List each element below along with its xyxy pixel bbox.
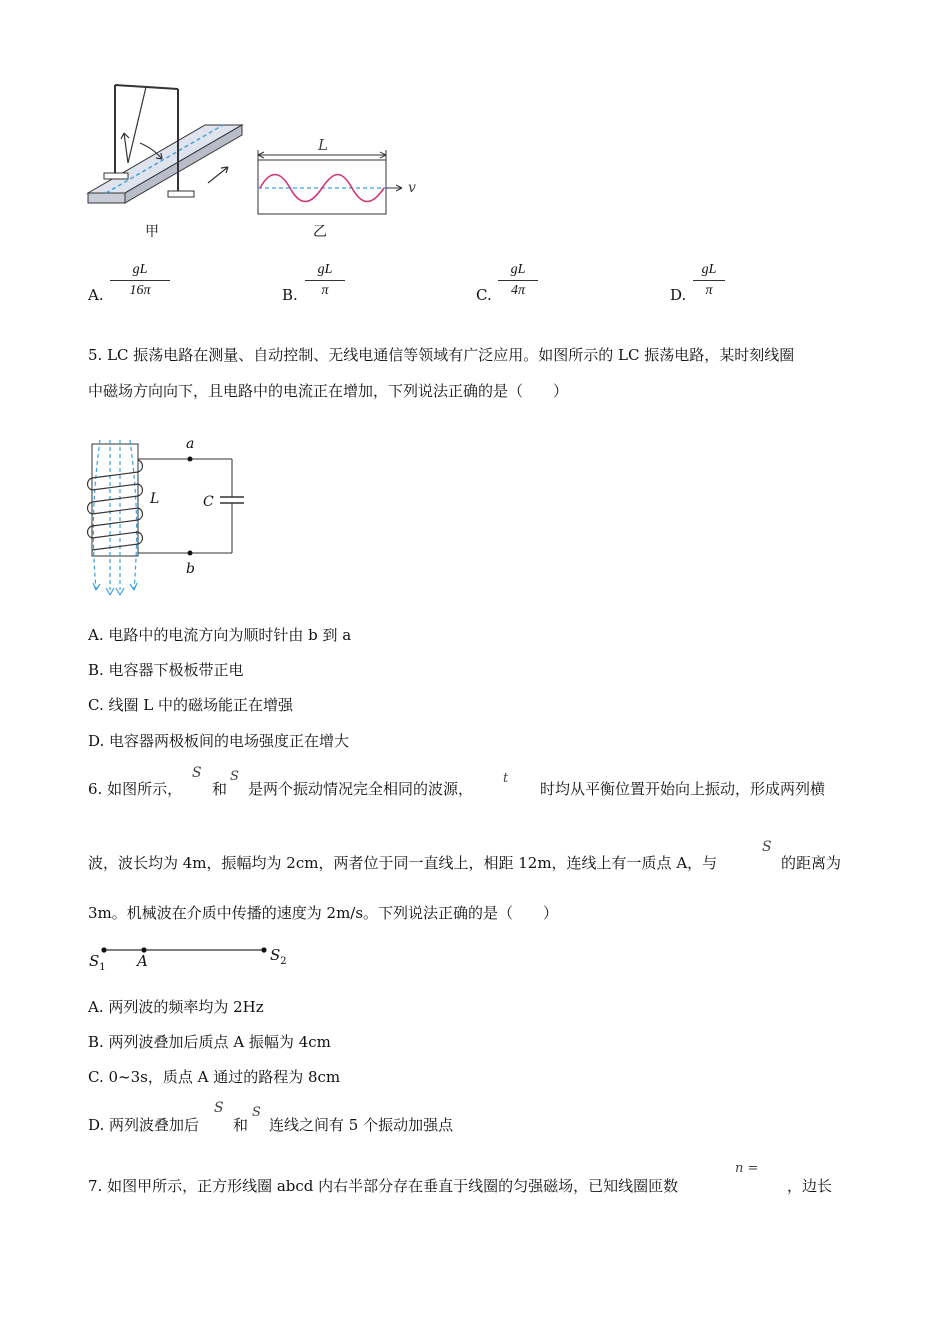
q6-option-d-b: 连线之间有 5 个振动加强点 bbox=[269, 1116, 454, 1134]
q4-option-d-fraction: $\frac{gL}{\pi}$ bbox=[693, 262, 725, 299]
q5-option-b: B. 电容器下极板带正电 bbox=[88, 661, 244, 679]
q4-option-c-fraction: $\frac{gL}{4\pi}$ bbox=[498, 262, 538, 299]
label-s1: $S_1$ bbox=[89, 952, 106, 973]
q5-option-c: C. 线圈 L 中的磁场能正在增强 bbox=[88, 696, 293, 714]
figure-q6-line bbox=[88, 940, 288, 970]
board-front bbox=[88, 193, 125, 203]
q4-option-c-letter: C. bbox=[476, 286, 492, 304]
q7-line1-a: 7. 如图甲所示，正方形线圈 abcd 内右半部分存在垂直于线圈的匀强磁场，已知线圈匝数 bbox=[88, 1177, 679, 1195]
q6-option-b: B. 两列波叠加后质点 A 振幅为 4cm bbox=[88, 1033, 331, 1051]
q6-option-d-s2: S bbox=[252, 1105, 261, 1120]
arrow-left-icon bbox=[121, 133, 129, 163]
q5-option-a: A. 电路中的电流方向为顺时针由 b 到 a bbox=[88, 626, 352, 644]
q6-option-c: C. 0~3s，质点 A 通过的路程为 8cm bbox=[88, 1068, 341, 1086]
field-arrows-icon bbox=[93, 583, 137, 595]
q6-option-a: A. 两列波的频率均为 2Hz bbox=[88, 998, 264, 1016]
q6-line2-b: 的距离为 bbox=[781, 854, 842, 872]
q5-line2: 中磁场方向向下，且电路中的电流正在增加，下列说法正确的是（ ） bbox=[88, 382, 569, 400]
q6-line1-b: 是两个振动情况完全相同的波源， bbox=[248, 780, 474, 798]
q7-n-symbol: n = bbox=[735, 1161, 759, 1176]
q6-option-d-s1: S bbox=[214, 1100, 224, 1116]
label-L-coil: L bbox=[150, 491, 160, 507]
q6-s2-symbol: S bbox=[230, 769, 239, 784]
q6-option-d-a: D. 两列波叠加后 bbox=[88, 1116, 200, 1134]
label-v: v bbox=[408, 180, 416, 196]
stand-foot-left bbox=[104, 173, 128, 179]
q4-option-b-letter: B. bbox=[282, 286, 298, 304]
q6-line1-c: 时均从平衡位置开始向上振动，形成两列横 bbox=[540, 780, 826, 798]
q4-option-a-fraction: $\frac{gL}{16\pi}$ bbox=[110, 262, 170, 299]
q7-line1-b: ，边长 bbox=[787, 1177, 833, 1195]
label-point-a: A bbox=[137, 952, 148, 970]
q6-option-d-he: 和 bbox=[233, 1116, 249, 1134]
coil-core bbox=[92, 444, 138, 556]
label-a: a bbox=[186, 436, 195, 452]
q6-t-symbol: t bbox=[503, 771, 509, 786]
node-a bbox=[188, 457, 193, 462]
q4-option-d-letter: D. bbox=[670, 286, 687, 304]
label-C: C bbox=[203, 494, 214, 510]
q6-line2-a: 波，波长均为 4m，振幅均为 2cm，两者位于同一直线上，相距 12m，连线上有一质点 A，与 bbox=[88, 854, 718, 872]
q5-option-d: D. 电容器两极板间的电场强度正在增大 bbox=[88, 732, 350, 750]
caption-yi: 乙 bbox=[313, 224, 327, 240]
q4-option-a-letter: A. bbox=[88, 286, 104, 304]
q6-line3: 3m。机械波在介质中传播的速度为 2m/s。下列说法正确的是（ ） bbox=[88, 904, 559, 922]
q6-s1-symbol: S bbox=[192, 765, 202, 781]
label-s2: $S_2$ bbox=[270, 946, 287, 967]
q5-line1: 5. LC 振荡电路在测量、自动控制、无线电通信等领域有广泛应用。如图所示的 LC 振荡电路，某时刻线圈 bbox=[88, 346, 795, 364]
stand-top bbox=[115, 85, 178, 89]
caption-jia: 甲 bbox=[145, 224, 159, 240]
q6-s-symbol-line2: S bbox=[762, 839, 772, 855]
point-s2 bbox=[261, 947, 266, 952]
q6-line1-a: 6. 如图所示， bbox=[88, 780, 183, 798]
q4-option-b-fraction: $\frac{gL}{\pi}$ bbox=[305, 262, 345, 299]
stand-foot-right bbox=[168, 191, 194, 197]
figure-q4 bbox=[80, 75, 440, 250]
label-b: b bbox=[186, 561, 195, 577]
q6-he: 和 bbox=[212, 780, 228, 798]
node-b bbox=[188, 551, 193, 556]
board-top bbox=[88, 125, 242, 193]
pendulum-string bbox=[128, 87, 146, 163]
figure-q5-lc-circuit bbox=[82, 440, 252, 605]
label-L: L bbox=[318, 136, 328, 154]
arrow-board-motion-icon bbox=[208, 167, 228, 183]
